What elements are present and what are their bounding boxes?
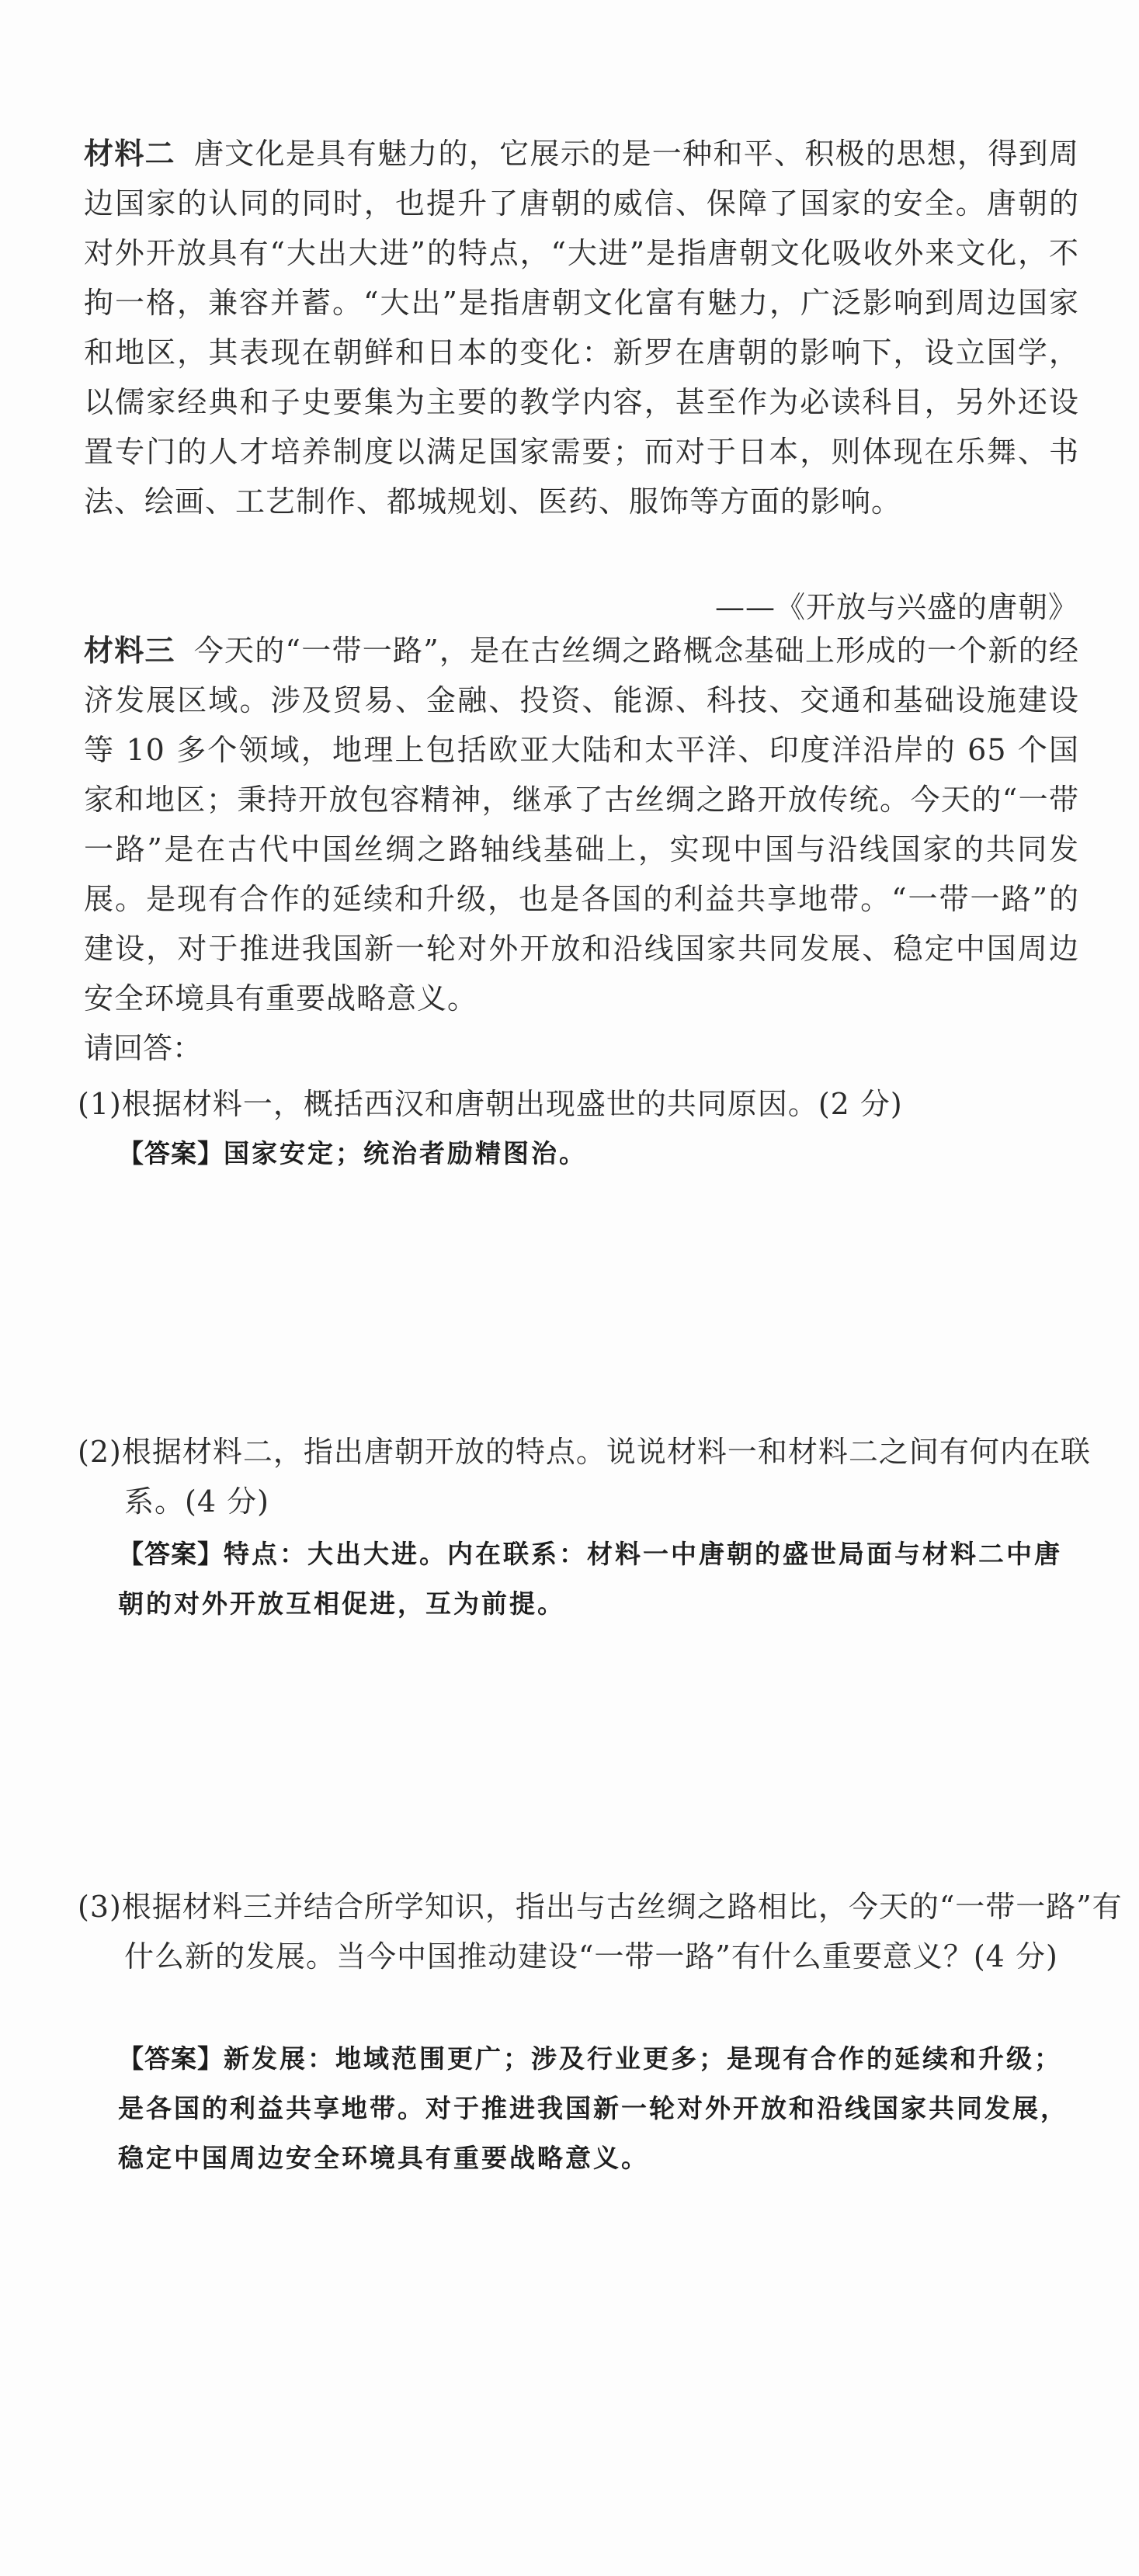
answer-3 xyxy=(118,2034,1079,2183)
material-two-label: 材料二 xyxy=(84,137,175,171)
answer-2-text: 特点：大出大进。内在联系：材料一中唐朝的盛世局面与材料二中唐朝的对外开放互相促进，互为前提。 xyxy=(118,1539,1062,1619)
material-three-paragraph xyxy=(84,626,1079,1023)
question-2: (2)根据材料二，指出唐朝开放的特点。说说材料一和材料二之间有何内在联系。(4 分) xyxy=(78,1435,1091,1519)
answer-1-text: 国家安定；统治者励精图治。 xyxy=(224,1138,587,1168)
answer-2 xyxy=(118,1529,1079,1629)
answer-prompt: 请回答： xyxy=(84,1031,203,1065)
material-two-paragraph xyxy=(84,129,1079,526)
material-three-label: 材料三 xyxy=(84,634,175,668)
material-two-source: ——《开放与兴盛的唐朝》 xyxy=(714,590,1078,624)
answer-tag: 【答案】 xyxy=(118,1138,224,1168)
question-1: (1)根据材料一，概括西汉和唐朝出现盛世的共同原因。(2 分) xyxy=(78,1087,903,1121)
answer-1 xyxy=(118,1129,1079,1179)
question-3: (3)根据材料三并结合所学知识，指出与古丝绸之路相比，今天的“一带一路”有什么新的发展。当今中国推动建设“一带一路”有什么重要意义？(4 分) xyxy=(78,1890,1123,1974)
material-three-text: 今天的“一带一路”，是在古丝绸之路概念基础上形成的一个新的经济发展区域。涉及贸易、金融、投资、能源、科技、交通和基础设施建设等 10 多个领域，地理上包括欧亚大陆和太平洋、印度洋沿岸的 65 个国家和地区；秉持开放包容精神，继承了古丝绸之路开放传统。今天的“一带一路”是在古代中国丝绸之路轴线基础上，实现中国与沿线国家的共同发展。是现有合作的延续和升级，也是各国的利益共享地带。“一带一路”的建设，对于推进我国新一轮对外开放和沿线国家共同发展、稳定中国周边安全环境具有重要战略意义。 xyxy=(84,634,1079,1015)
answer-3-text: 新发展：地域范围更广；涉及行业更多；是现有合作的延续和升级；是各国的利益共享地带。对于推进我国新一轮对外开放和沿线国家共同发展，稳定中国周边安全环境具有重要战略意义。 xyxy=(118,2043,1068,2173)
material-two-text: 唐文化是具有魅力的，它展示的是一种和平、积极的思想，得到周边国家的认同的同时，也提升了唐朝的威信、保障了国家的安全。唐朝的对外开放具有“大出大进”的特点，“大进”是指唐朝文化吸收外来文化，不拘一格，兼容并蓄。“大出”是指唐朝文化富有魅力，广泛影响到周边国家和地区，其表现在朝鲜和日本的变化：新罗在唐朝的影响下，设立国学，以儒家经典和子史要集为主要的教学内容，甚至作为必读科目，另外还设置专门的人才培养制度以满足国家需要；而对于日本，则体现在乐舞、书法、绘画、工艺制作、都城规划、医药、服饰等方面的影响。 xyxy=(84,137,1079,519)
answer-tag: 【答案】 xyxy=(118,2043,224,2074)
answer-tag: 【答案】 xyxy=(118,1539,224,1569)
